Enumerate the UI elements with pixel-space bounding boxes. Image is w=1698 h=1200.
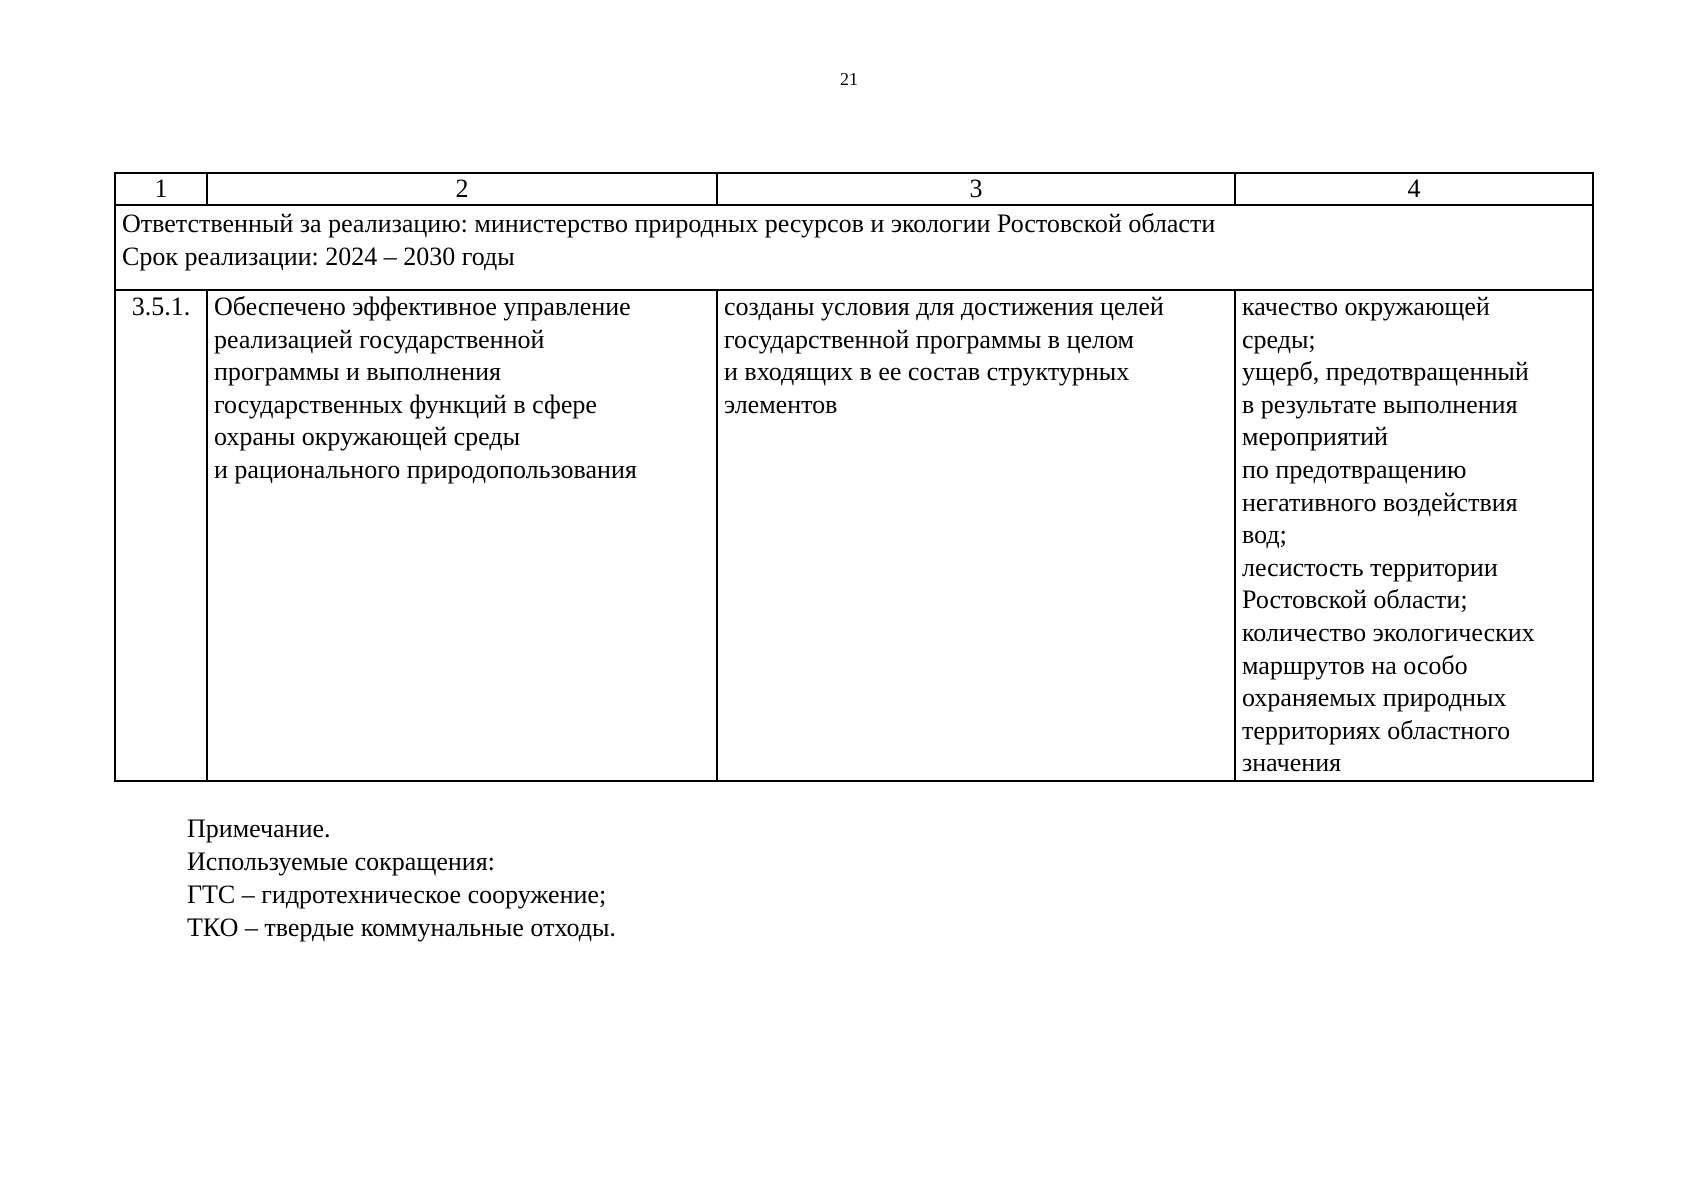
column-number-3: 3 [717,173,1235,205]
indicator-line: вод; [1242,520,1287,550]
indicator-line: лесистость территории [1242,552,1498,582]
notes-block [187,812,616,944]
program-table [114,172,1594,782]
task-line: и рационального природопользования [214,454,637,484]
task-line: государственных функций в сфере [214,389,597,419]
task-line: реализацией государственной [214,324,545,354]
effect-line: созданы условия для достижения целей [724,292,1164,321]
column-number-1: 1 [115,173,207,205]
indicator-line: среды; [1242,324,1316,354]
indicator-line: территориях областного [1242,715,1511,745]
indicator-line: количество экологических [1242,617,1535,647]
task-line: программы и выполнения [214,357,501,387]
row-number: 3.5.1. [115,290,207,781]
indicator-line: по предотвращению [1242,454,1467,484]
note-heading: Примечание. [187,814,331,843]
section-info-cell [115,205,1593,290]
indicator-line: мероприятий [1242,422,1388,452]
task-line: Обеспечено эффективное управление [214,292,631,321]
indicator-line: негативного воздействия [1242,487,1518,517]
period-text: Срок реализации: 2024 – 2030 годы [122,241,515,271]
indicator-line: Ростовской области; [1242,585,1468,615]
indicator-line: маршрутов на особо [1242,650,1468,680]
indicator-line: в результате выполнения [1242,389,1518,419]
note-abbreviations-title: Используемые сокращения: [187,847,495,876]
page-number: 21 [840,69,858,89]
indicator-line: ущерб, предотвращенный [1242,357,1529,387]
column-number-row [115,173,1593,205]
column-number-4: 4 [1235,173,1593,205]
table-row [115,290,1593,781]
task-line: охраны окружающей среды [214,422,521,452]
effect-line: и входящих в ее состав структурных [724,357,1130,387]
column-number-2: 2 [207,173,717,205]
effect-line: государственной программы в целом [724,324,1134,354]
indicator-line: качество окружающей [1242,292,1490,321]
indicator-line: значения [1242,748,1342,778]
note-abbreviation-tko: ТКО – твердые коммунальные отходы. [187,913,616,942]
responsible-text: Ответственный за реализацию: министерство природных ресурсов и экологии Ростовской области [122,209,1216,238]
indicator-line: охраняемых природных [1242,683,1507,713]
note-abbreviation-gts: ГТС – гидротехническое сооружение; [187,880,607,909]
task-cell [207,290,717,781]
section-info-row [115,205,1593,290]
indicator-cell [1235,290,1593,781]
effect-line: элементов [724,389,838,419]
effect-cell [717,290,1235,781]
